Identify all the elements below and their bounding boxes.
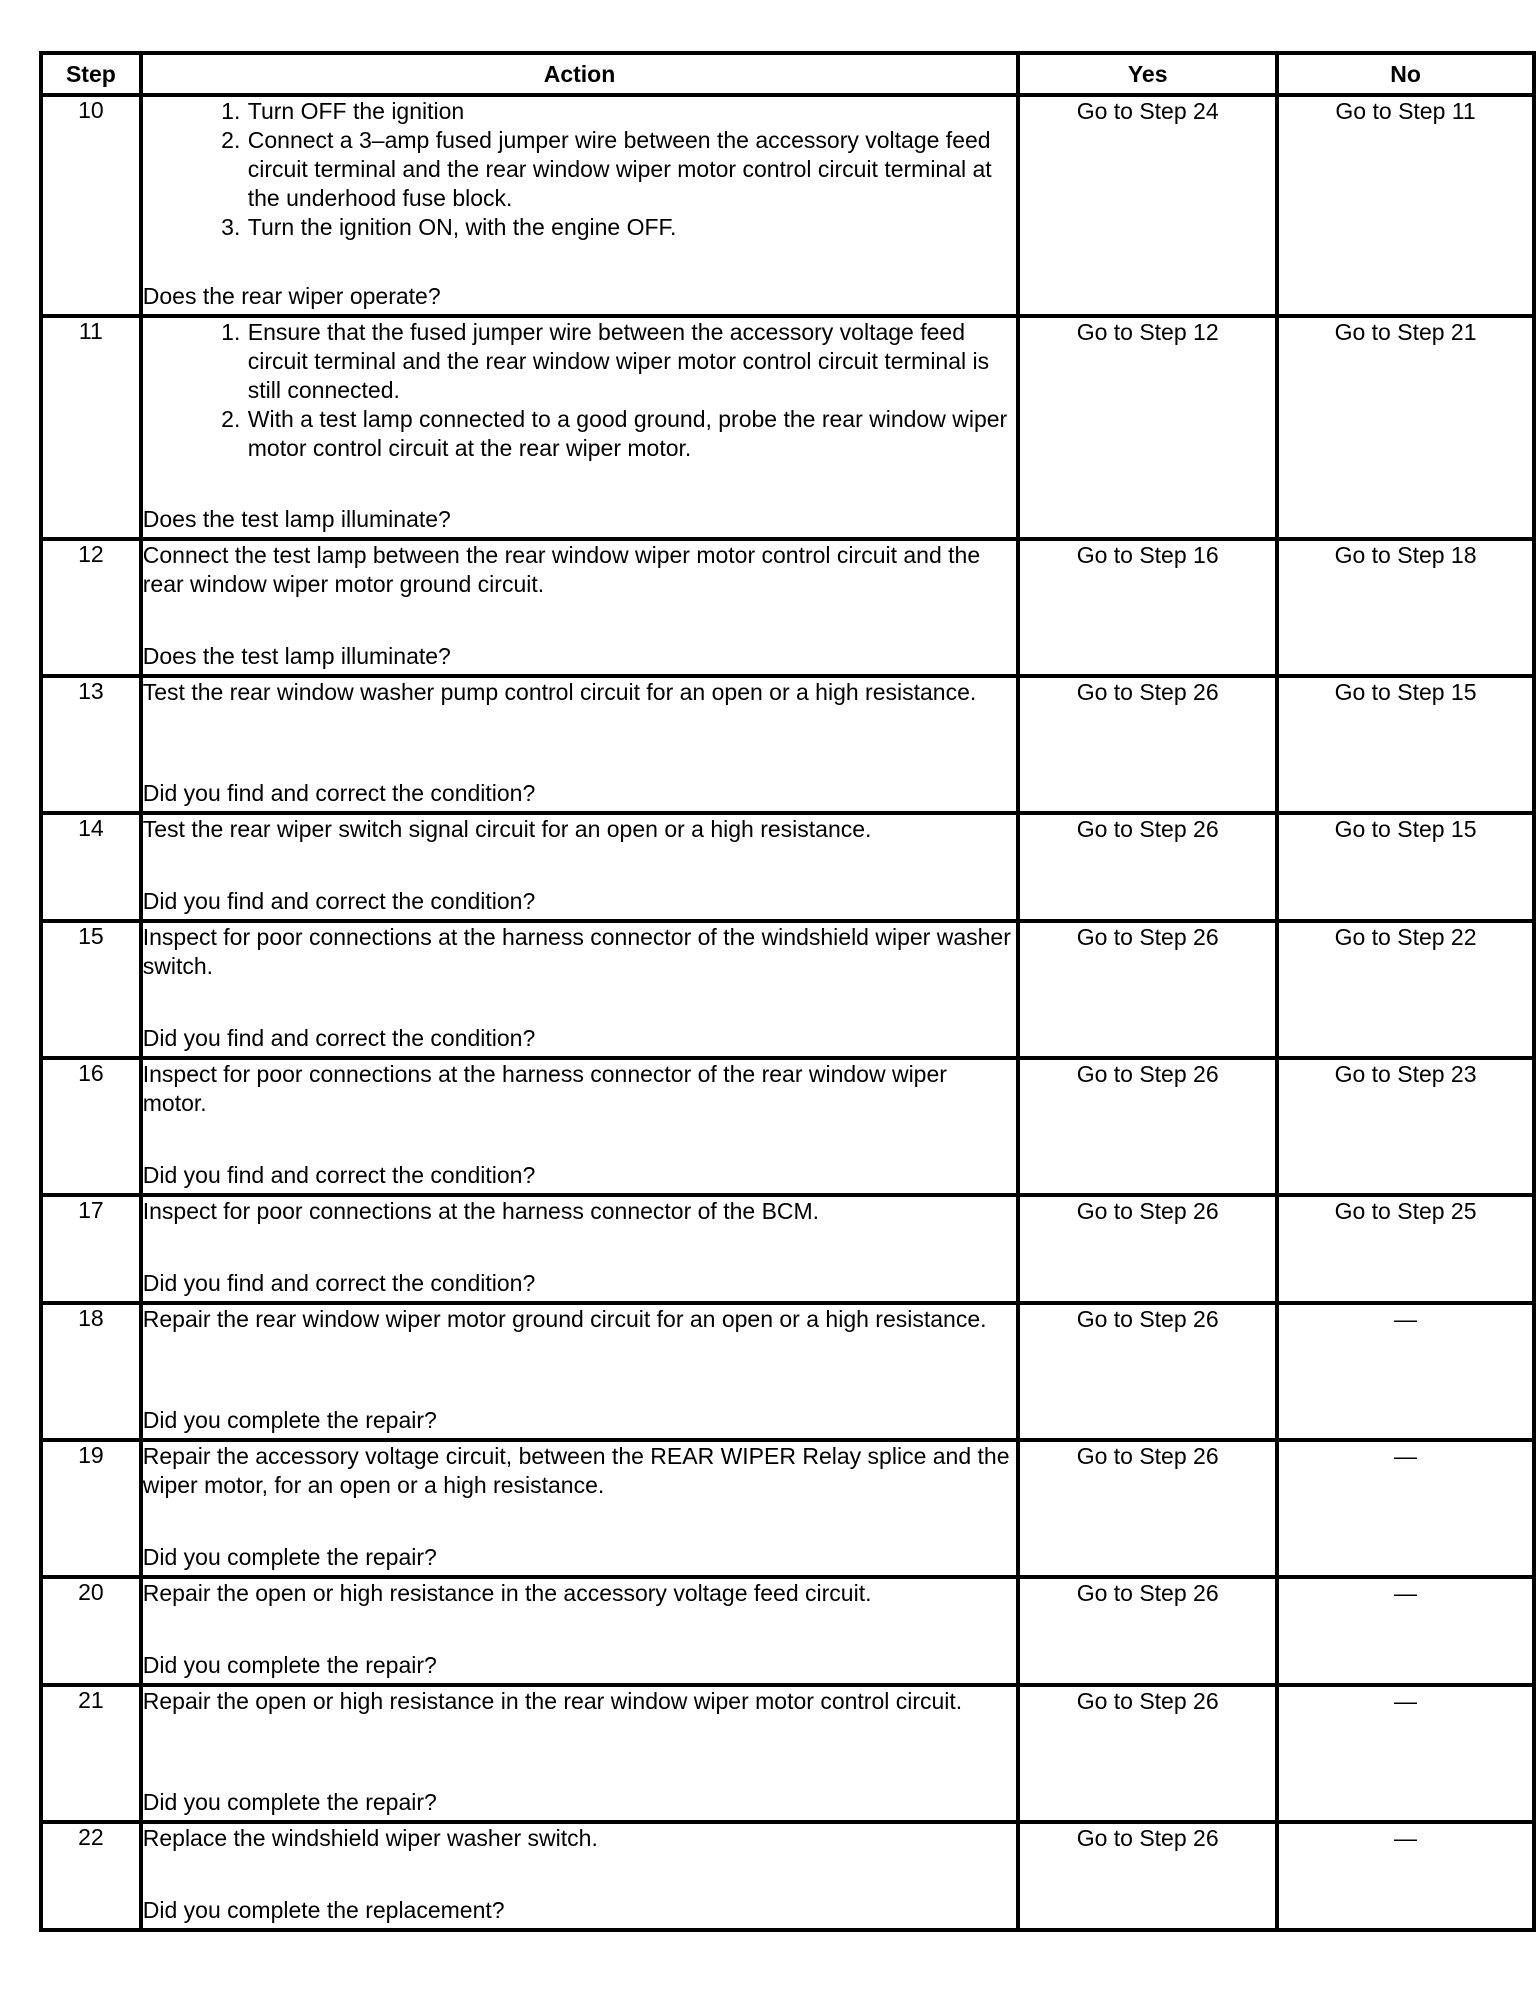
action-step-item: 1. Ensure that the fused jumper wire between the accessory voltage feed circuit terminal and the rear window wiper motor control circuit terminal is still connected.	[247, 318, 1016, 405]
action-text: Repair the rear window wiper motor ground circuit for an open or a high resistance.	[142, 1306, 987, 1332]
yes-result-cell	[1018, 1822, 1277, 1930]
table-row	[41, 1058, 1534, 1195]
table-row	[41, 1685, 1534, 1822]
step-number: 21	[41, 1685, 141, 1822]
yes-result: Go to Step 26	[1076, 1061, 1219, 1087]
table-row	[41, 539, 1534, 676]
action-cell	[141, 1440, 1018, 1577]
no-result: Go to Step 18	[1334, 542, 1477, 568]
action-question: Does the test lamp illuminate?	[142, 643, 451, 669]
no-result-cell	[1277, 921, 1534, 1058]
step-number: 18	[41, 1303, 141, 1440]
action-cell	[141, 921, 1018, 1058]
action-question: Does the rear wiper operate?	[142, 283, 441, 309]
no-result: Go to Step 25	[1334, 1198, 1477, 1224]
yes-result-cell	[1018, 813, 1277, 921]
no-result-cell	[1277, 316, 1534, 539]
header-row	[41, 53, 1534, 95]
yes-result: Go to Step 26	[1076, 1443, 1219, 1469]
yes-result-cell	[1018, 95, 1277, 316]
yes-result-cell	[1018, 1195, 1277, 1303]
action-text: Inspect for poor connections at the harness connector of the windshield wiper washer switch.	[142, 924, 1011, 979]
action-cell	[141, 813, 1018, 921]
table-row	[41, 813, 1534, 921]
no-result: Go to Step 23	[1334, 1061, 1477, 1087]
no-result-cell	[1277, 1058, 1534, 1195]
action-step-list	[143, 318, 1016, 463]
action-question: Did you complete the repair?	[142, 1652, 437, 1678]
yes-result-cell	[1018, 921, 1277, 1058]
action-text: Connect the test lamp between the rear window wiper motor control circuit and the rear window wiper motor ground circuit.	[142, 542, 981, 597]
action-text: Inspect for poor connections at the harness connector of the rear window wiper motor.	[142, 1061, 947, 1116]
table-row	[41, 676, 1534, 813]
no-result-cell	[1277, 1685, 1534, 1822]
header-yes: Yes	[1018, 53, 1277, 95]
no-result: —	[1394, 1688, 1418, 1714]
no-result: Go to Step 15	[1334, 679, 1477, 705]
action-question: Did you find and correct the condition?	[142, 888, 536, 914]
step-number: 20	[41, 1577, 141, 1685]
yes-result: Go to Step 26	[1076, 1198, 1219, 1224]
yes-result: Go to Step 12	[1076, 319, 1219, 345]
action-text: Inspect for poor connections at the harness connector of the BCM.	[142, 1198, 820, 1224]
diagnostic-table	[39, 51, 1536, 1932]
step-number: 15	[41, 921, 141, 1058]
no-result-cell	[1277, 539, 1534, 676]
step-number: 12	[41, 539, 141, 676]
no-result: Go to Step 21	[1334, 319, 1477, 345]
no-result: —	[1394, 1580, 1418, 1606]
yes-result: Go to Step 26	[1076, 924, 1219, 950]
action-question: Did you find and correct the condition?	[142, 1162, 536, 1188]
no-result: Go to Step 11	[1335, 98, 1476, 124]
header-step: Step	[41, 53, 141, 95]
step-number: 16	[41, 1058, 141, 1195]
header-no: No	[1277, 53, 1534, 95]
action-question: Did you find and correct the condition?	[142, 1025, 536, 1051]
action-question: Did you complete the replacement?	[142, 1897, 505, 1923]
step-number: 14	[41, 813, 141, 921]
action-cell	[141, 676, 1018, 813]
action-cell	[141, 1822, 1018, 1930]
action-cell	[141, 316, 1018, 539]
yes-result: Go to Step 26	[1076, 1306, 1219, 1332]
action-cell	[141, 1577, 1018, 1685]
yes-result: Go to Step 26	[1076, 1580, 1219, 1606]
yes-result-cell	[1018, 1303, 1277, 1440]
header-action: Action	[141, 53, 1018, 95]
no-result-cell	[1277, 1822, 1534, 1930]
action-text: Repair the accessory voltage circuit, between the REAR WIPER Relay splice and the wiper motor, for an open or a high resistance.	[142, 1443, 1010, 1498]
yes-result: Go to Step 26	[1076, 1688, 1219, 1714]
action-cell	[141, 539, 1018, 676]
table-row	[41, 95, 1534, 316]
yes-result: Go to Step 16	[1076, 542, 1219, 568]
table-row	[41, 1440, 1534, 1577]
table-row	[41, 1822, 1534, 1930]
yes-result-cell	[1018, 1058, 1277, 1195]
table-row	[41, 921, 1534, 1058]
step-number: 22	[41, 1822, 141, 1930]
action-cell	[141, 95, 1018, 316]
yes-result-cell	[1018, 676, 1277, 813]
yes-result: Go to Step 24	[1076, 98, 1219, 124]
step-number: 11	[41, 316, 141, 539]
action-text: Repair the open or high resistance in the accessory voltage feed circuit.	[142, 1580, 872, 1606]
no-result: Go to Step 22	[1334, 924, 1477, 950]
action-step-item: 2. Connect a 3–amp fused jumper wire between the accessory voltage feed circuit terminal and the rear window wiper motor control circuit terminal at the underhood fuse block.	[247, 126, 1016, 213]
yes-result-cell	[1018, 316, 1277, 539]
step-number: 17	[41, 1195, 141, 1303]
action-step-list	[143, 97, 1016, 242]
table-row	[41, 316, 1534, 539]
no-result: —	[1394, 1306, 1418, 1332]
no-result: Go to Step 15	[1334, 816, 1477, 842]
no-result-cell	[1277, 676, 1534, 813]
step-number: 10	[41, 95, 141, 316]
no-result: —	[1394, 1825, 1418, 1851]
yes-result-cell	[1018, 1685, 1277, 1822]
yes-result: Go to Step 26	[1076, 816, 1219, 842]
action-step-item: 2. With a test lamp connected to a good ground, probe the rear window wiper motor control circuit at the rear wiper motor.	[247, 405, 1016, 463]
yes-result: Go to Step 26	[1076, 1825, 1219, 1851]
step-number: 13	[41, 676, 141, 813]
no-result-cell	[1277, 95, 1534, 316]
action-step-item: 1. Turn OFF the ignition	[247, 97, 1016, 126]
table-row	[41, 1577, 1534, 1685]
action-question: Did you find and correct the condition?	[142, 780, 536, 806]
action-text: Test the rear window washer pump control circuit for an open or a high resistance.	[142, 679, 977, 705]
action-cell	[141, 1303, 1018, 1440]
yes-result-cell	[1018, 539, 1277, 676]
action-step-item: 3. Turn the ignition ON, with the engine OFF.	[247, 213, 1016, 242]
no-result-cell	[1277, 1577, 1534, 1685]
action-text: Replace the windshield wiper washer switch.	[142, 1825, 598, 1851]
action-text: Repair the open or high resistance in the rear window wiper motor control circuit.	[142, 1688, 963, 1714]
action-question: Did you find and correct the condition?	[142, 1270, 536, 1296]
action-cell	[141, 1195, 1018, 1303]
yes-result-cell	[1018, 1440, 1277, 1577]
no-result: —	[1394, 1443, 1418, 1469]
action-question: Did you complete the repair?	[142, 1407, 437, 1433]
action-cell	[141, 1058, 1018, 1195]
no-result-cell	[1277, 1303, 1534, 1440]
no-result-cell	[1277, 1195, 1534, 1303]
table-row	[41, 1195, 1534, 1303]
action-text: Test the rear wiper switch signal circuit for an open or a high resistance.	[142, 816, 872, 842]
action-cell	[141, 1685, 1018, 1822]
action-question: Does the test lamp illuminate?	[142, 506, 451, 532]
action-question: Did you complete the repair?	[142, 1789, 437, 1815]
yes-result-cell	[1018, 1577, 1277, 1685]
step-number: 19	[41, 1440, 141, 1577]
no-result-cell	[1277, 1440, 1534, 1577]
table-row	[41, 1303, 1534, 1440]
action-question: Did you complete the repair?	[142, 1544, 437, 1570]
no-result-cell	[1277, 813, 1534, 921]
yes-result: Go to Step 26	[1076, 679, 1219, 705]
